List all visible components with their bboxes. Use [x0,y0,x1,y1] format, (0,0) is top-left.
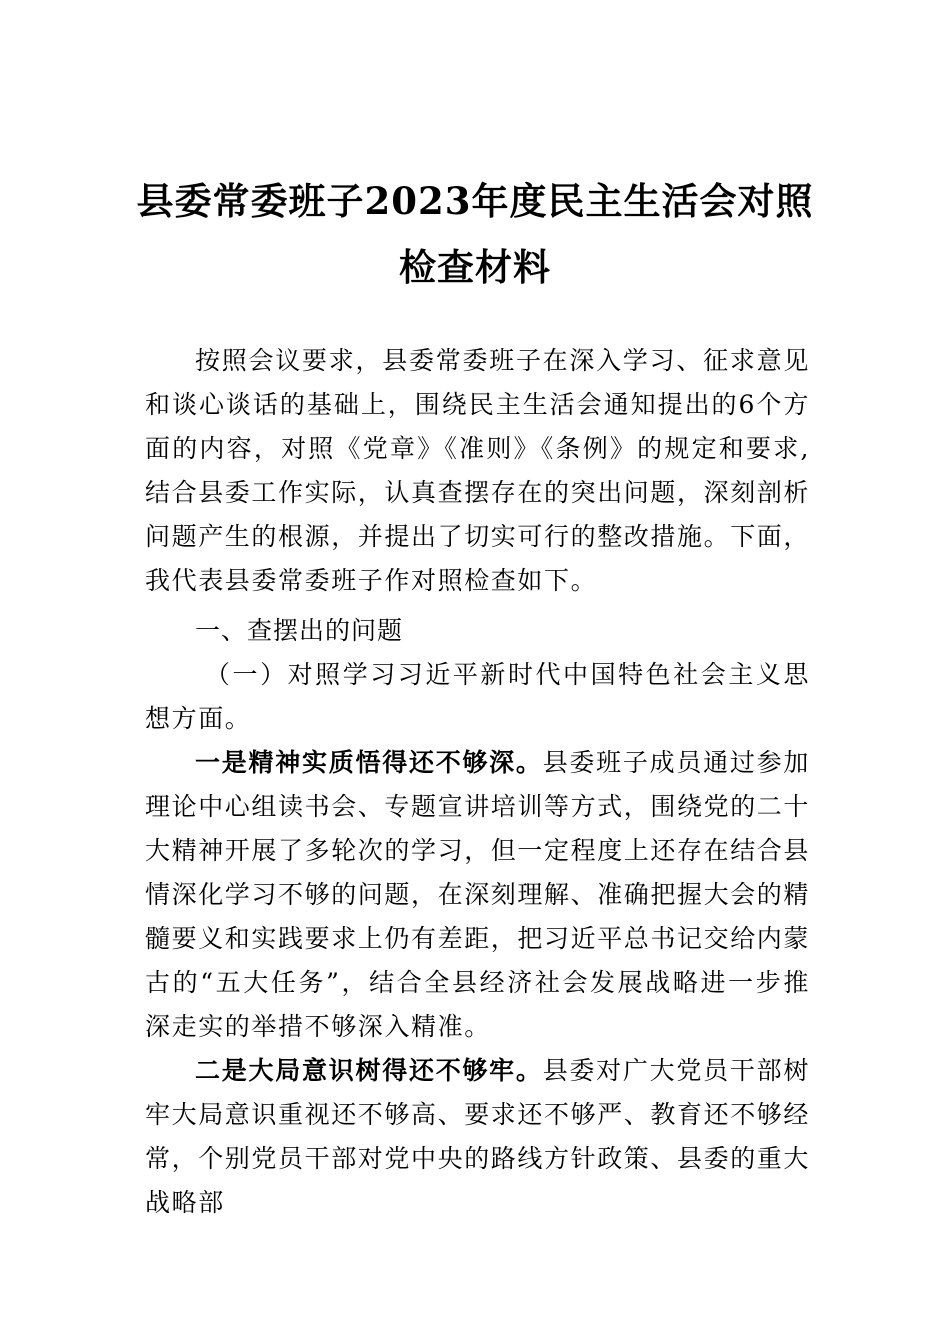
intro-paragraph: 按照会议要求，县委常委班子在深入学习、征求意见和谈心谈话的基础上，围绕民主生活会通知提出的6个方面的内容，对照《党章》《准则》《条例》的规定和要求,结合县委工作实际，认真查摆存在的突出问题，深刻剖析问题产生的根源，并提出了切实可行的整改措施。下面，我代表县委常委班子作对照检查如下。 [145,346,811,595]
point-one-paragraph [145,741,810,1049]
point-two-lead: 二是大局意识树得还不够牢。 [195,1056,543,1085]
point-one-lead: 一是精神实质悟得还不够深。 [195,748,543,777]
document-title: 县委常委班子2023年度民主生活会对照检查材料 [136,179,814,289]
point-two-text: 县委对广大党员干部树牢大局意识重视还不够高、要求还不够严、教育还不够经常，个别党员干部对党中央的路线方针政策、县委的重大战略部 [145,1056,811,1217]
subsection-heading: （一）对照学习习近平新时代中国特色社会主义思想方面。 [145,660,810,733]
point-one-text: 县委班子成员通过参加理论中心组读书会、专题宣讲培训等方式，围绕党的二十大精神开展了多轮次的学习，但一定程度上还存在结合县情深化学习不够的问题，在深刻理解、准确把握大会的精髓要义和实践要求上仍有差距，把习近平总书记交给内蒙古的“五大任务”，结合全县经济社会发展战略进一步推深走实的举措不够深入精准。 [145,748,811,1041]
point-two-paragraph [145,1049,810,1225]
section-heading: 一、查摆出的问题 [195,616,404,645]
